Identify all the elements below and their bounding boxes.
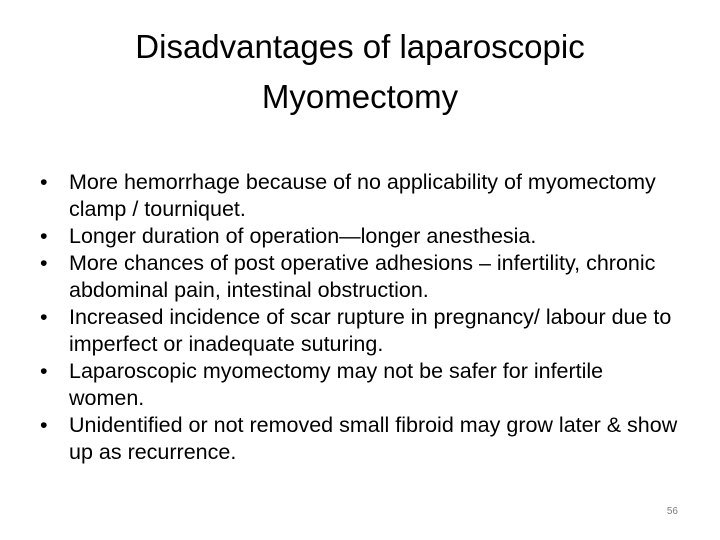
bullet-icon: •: [40, 251, 48, 275]
bullet-text: Unidentified or not removed small fibroid may grow later & show up as recurrence.: [69, 413, 678, 464]
bullet-text: Increased incidence of scar rupture in pregnancy/ labour due to imperfect or inadequate suturing.: [69, 305, 672, 356]
bullet-list: [40, 169, 680, 466]
bullet-text: Longer duration of operation—longer anesthesia.: [69, 224, 537, 248]
slide-title: [60, 22, 660, 122]
slide-title-line-2: Myomectomy: [261, 78, 459, 115]
slide-number: 56: [666, 506, 678, 517]
bullet-item: [40, 412, 680, 466]
bullet-text: Laparoscopic myomectomy may not be safer for infertile women.: [69, 359, 604, 410]
bullet-icon: •: [40, 170, 48, 194]
bullet-item: [40, 304, 680, 358]
bullet-icon: •: [40, 224, 48, 248]
bullet-item: [40, 223, 680, 250]
bullet-text: More chances of post operative adhesions – infertility, chronic abdominal pain, intestinal obstruction.: [69, 251, 656, 302]
bullet-icon: •: [40, 413, 48, 437]
bullet-item: [40, 250, 680, 304]
bullet-icon: •: [40, 305, 48, 329]
bullet-icon: •: [40, 359, 48, 383]
bullet-text: More hemorrhage because of no applicability of myomectomy clamp / tourniquet.: [69, 170, 656, 221]
slide-title-line-1: Disadvantages of laparoscopic: [135, 28, 585, 65]
bullet-item: [40, 169, 680, 223]
bullet-item: [40, 358, 680, 412]
